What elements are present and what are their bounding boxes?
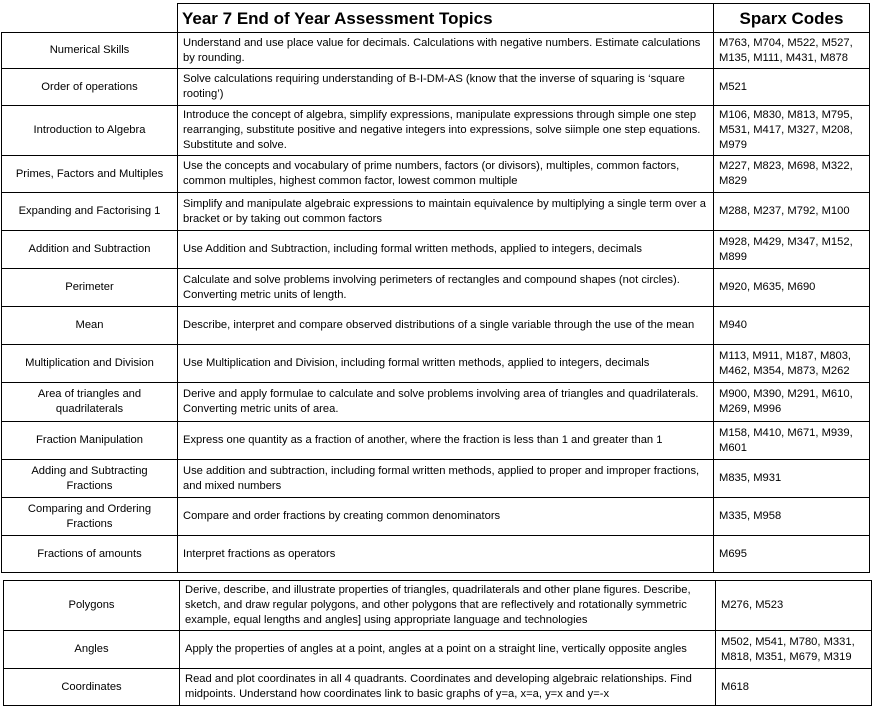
description-cell: Compare and order fractions by creating common denominators: [178, 498, 714, 536]
codes-cell: M288, M237, M792, M100: [714, 193, 870, 231]
codes-cell: M763, M704, M522, M527, M135, M111, M431, M878: [714, 33, 870, 69]
table-row: [2, 33, 870, 69]
codes-heading: Sparx Codes: [714, 4, 870, 33]
table-row: [2, 536, 870, 573]
topic-cell: Adding and Subtracting Fractions: [2, 460, 178, 498]
table-row: [2, 383, 870, 422]
description-cell: Derive, describe, and illustrate properties of triangles, quadrilaterals and other plane figures. Describe, sketch, and draw regular polygons, and other polygons that are reflectively and rotationally symmetric example, equal lengths and angles] using appropriate language and technologies: [180, 581, 716, 631]
table-row: [4, 631, 872, 669]
topic-cell: Angles: [4, 631, 180, 669]
topic-cell: Primes, Factors and Multiples: [2, 156, 178, 193]
table-row: [2, 422, 870, 460]
codes-cell: M276, M523: [716, 581, 872, 631]
topic-cell: Order of operations: [2, 69, 178, 106]
topic-cell: Polygons: [4, 581, 180, 631]
codes-cell: M106, M830, M813, M795, M531, M417, M327, M208, M979: [714, 106, 870, 156]
topic-cell: Addition and Subtraction: [2, 231, 178, 269]
codes-cell: M227, M823, M698, M322, M829: [714, 156, 870, 193]
codes-cell: M900, M390, M291, M610, M269, M996: [714, 383, 870, 422]
header-row: [2, 4, 870, 33]
table-row: [2, 193, 870, 231]
codes-cell: M928, M429, M347, M152, M899: [714, 231, 870, 269]
codes-cell: M521: [714, 69, 870, 106]
description-cell: Express one quantity as a fraction of another, where the fraction is less than 1 and greater than 1: [178, 422, 714, 460]
additional-topics-table: [3, 580, 872, 706]
codes-cell: M502, M541, M780, M331, M818, M351, M679, M319: [716, 631, 872, 669]
table-row: [4, 581, 872, 631]
topic-cell: Perimeter: [2, 269, 178, 307]
description-cell: Use Multiplication and Division, including formal written methods, applied to integers, decimals: [178, 345, 714, 383]
header-blank-cell: [2, 4, 178, 33]
description-cell: Describe, interpret and compare observed distributions of a single variable through the use of the mean: [178, 307, 714, 345]
codes-cell: M158, M410, M671, M939, M601: [714, 422, 870, 460]
table-row: [2, 156, 870, 193]
table-row: [2, 231, 870, 269]
description-cell: Derive and apply formulae to calculate and solve problems involving area of triangles and quadrilaterals. Converting metric units of area.: [178, 383, 714, 422]
table-row: [4, 669, 872, 706]
codes-cell: M113, M911, M187, M803, M462, M354, M873, M262: [714, 345, 870, 383]
table-row: [2, 307, 870, 345]
description-cell: Calculate and solve problems involving perimeters of rectangles and compound shapes (not circles). Converting metric units of length.: [178, 269, 714, 307]
description-cell: Use Addition and Subtraction, including formal written methods, applied to integers, decimals: [178, 231, 714, 269]
codes-cell: M835, M931: [714, 460, 870, 498]
codes-cell: M940: [714, 307, 870, 345]
topics-table: [1, 3, 870, 573]
description-cell: Use addition and subtraction, including formal written methods, applied to proper and improper fractions, and mixed numbers: [178, 460, 714, 498]
table-row: [2, 498, 870, 536]
page-title: Year 7 End of Year Assessment Topics: [178, 4, 714, 33]
topic-cell: Fraction Manipulation: [2, 422, 178, 460]
topic-cell: Comparing and Ordering Fractions: [2, 498, 178, 536]
topic-cell: Expanding and Factorising 1: [2, 193, 178, 231]
topic-cell: Fractions of amounts: [2, 536, 178, 573]
description-cell: Understand and use place value for decimals. Calculations with negative numbers. Estimate calculations by rounding.: [178, 33, 714, 69]
table-row: [2, 345, 870, 383]
description-cell: Apply the properties of angles at a point, angles at a point on a straight line, vertically opposite angles: [180, 631, 716, 669]
codes-cell: M920, M635, M690: [714, 269, 870, 307]
topic-cell: Numerical Skills: [2, 33, 178, 69]
topic-cell: Multiplication and Division: [2, 345, 178, 383]
topic-cell: Introduction to Algebra: [2, 106, 178, 156]
topic-cell: Area of triangles and quadrilaterals: [2, 383, 178, 422]
description-cell: Introduce the concept of algebra, simplify expressions, manipulate expressions through simple one step rearranging, substitute positive and negative integers into expressions, solve siimple one step equations. Substitute and solve.: [178, 106, 714, 156]
table-row: [2, 269, 870, 307]
topic-cell: Mean: [2, 307, 178, 345]
description-cell: Interpret fractions as operators: [178, 536, 714, 573]
table-row: [2, 69, 870, 106]
codes-cell: M695: [714, 536, 870, 573]
description-cell: Read and plot coordinates in all 4 quadrants. Coordinates and developing algebraic relationships. Find midpoints. Understand how coordinates link to basic graphs of y=a, x=a, y=x and y=-x: [180, 669, 716, 706]
description-cell: Solve calculations requiring understanding of B-I-DM-AS (know that the inverse of squaring is ‘square rooting’): [178, 69, 714, 106]
codes-cell: M335, M958: [714, 498, 870, 536]
description-cell: Use the concepts and vocabulary of prime numbers, factors (or divisors), multiples, common factors, common multiples, highest common factor, lowest common multiple: [178, 156, 714, 193]
table-row: [2, 460, 870, 498]
table-row: [2, 106, 870, 156]
description-cell: Simplify and manipulate algebraic expressions to maintain equivalence by multiplying a single term over a bracket or by taking out common factors: [178, 193, 714, 231]
topic-cell: Coordinates: [4, 669, 180, 706]
codes-cell: M618: [716, 669, 872, 706]
